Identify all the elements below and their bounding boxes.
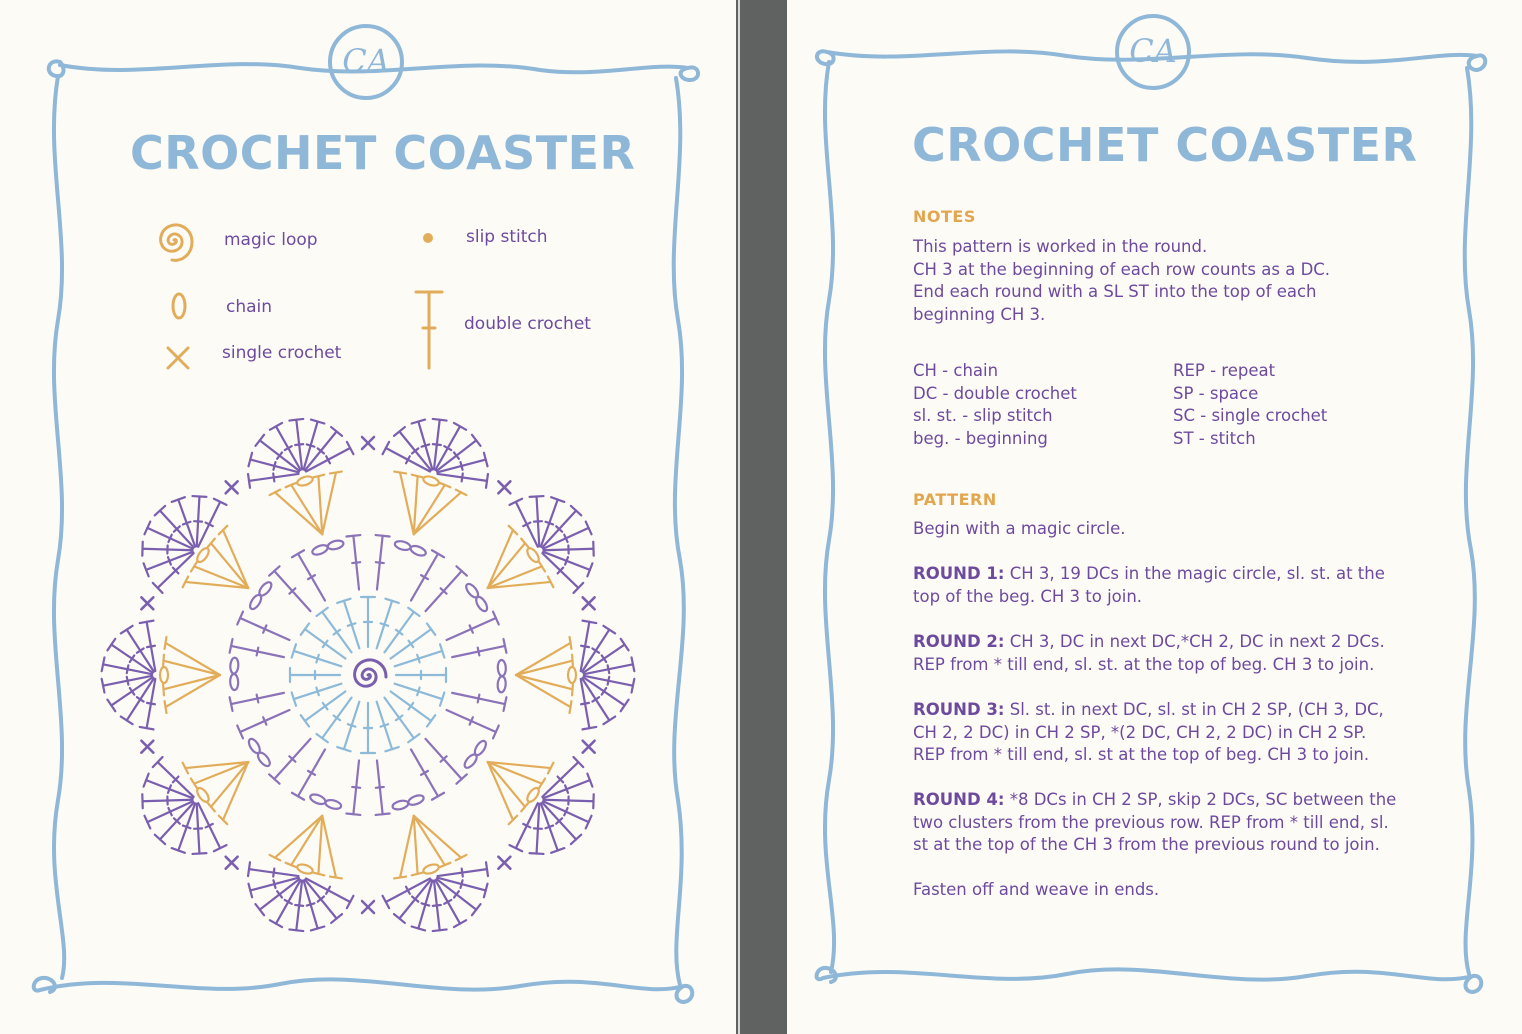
round1-stitch-bar bbox=[417, 688, 419, 696]
round4-stitch-bar bbox=[295, 905, 303, 906]
abbreviation-item: CH - chain bbox=[913, 361, 999, 380]
round4-stitch-bar bbox=[581, 646, 589, 647]
round4-stitch-top bbox=[603, 626, 615, 634]
round1-stitch-top bbox=[316, 608, 327, 616]
round3-chain bbox=[296, 863, 314, 876]
round4-stitch-bar bbox=[147, 646, 155, 647]
pattern-intro: Begin with a magic circle. bbox=[913, 519, 1126, 538]
round3-chain bbox=[525, 786, 541, 804]
round3-stitch-top bbox=[163, 655, 164, 667]
round1-stitch-bar bbox=[316, 688, 318, 696]
round2-chain bbox=[497, 660, 506, 676]
round3-stitch-top bbox=[163, 683, 164, 695]
round-text: *8 DCs in CH 2 SP, skip 2 DCs, SC between the two clusters from the previous row. REP from * till end, sl. st at the top of the CH 3 from the previous round to join. bbox=[913, 790, 1397, 854]
round4-stitch-top bbox=[454, 920, 466, 927]
round3-stitch-top bbox=[572, 683, 573, 695]
round4-single-crochet bbox=[362, 901, 374, 913]
round4-stitch-bar bbox=[608, 665, 610, 673]
round4-stitch-top bbox=[433, 929, 447, 931]
round4-stitch-bar bbox=[168, 557, 171, 564]
round4-stitch-bar bbox=[273, 869, 274, 877]
round4-stitch-top bbox=[248, 862, 250, 876]
round3-stitch bbox=[516, 675, 570, 707]
round4-stitch-top bbox=[582, 621, 596, 623]
round3-stitch bbox=[516, 675, 573, 689]
round3-stitch-top bbox=[509, 816, 517, 824]
round1-stitch-bar bbox=[417, 655, 419, 663]
round4-stitch-top bbox=[107, 700, 115, 712]
round2-stitch-bar bbox=[352, 562, 360, 563]
abbreviation-item: DC - double crochet bbox=[913, 383, 1077, 403]
round3-chain bbox=[195, 786, 211, 804]
round3-stitch-top bbox=[570, 701, 572, 713]
round3-stitch bbox=[400, 473, 414, 535]
round2-chain bbox=[474, 595, 489, 613]
round2-stitch-bar bbox=[470, 717, 473, 724]
round4-stitch-top bbox=[102, 657, 105, 671]
round4-stitch-bar bbox=[461, 880, 463, 888]
round2-stitch-top bbox=[230, 639, 233, 653]
abbreviation-item: beg. - beginning bbox=[913, 429, 1048, 449]
round4-stitch-bar bbox=[461, 462, 463, 470]
round4-stitch-bar bbox=[608, 677, 610, 685]
round4-stitch-bar bbox=[183, 522, 191, 525]
round4-stitch-bar bbox=[565, 557, 568, 564]
round3-stitch-top bbox=[165, 637, 167, 649]
round2-stitch-bar bbox=[470, 625, 473, 632]
round-label: ROUND 4: bbox=[913, 790, 1005, 809]
round4-stitch-bar bbox=[564, 535, 567, 542]
abbreviation-item: ST - stitch bbox=[1173, 429, 1256, 449]
round4-single-crochet bbox=[583, 597, 595, 609]
round4-single-crochet bbox=[226, 857, 238, 869]
round4-stitch-top bbox=[192, 853, 206, 854]
round4-stitch-top bbox=[121, 626, 133, 634]
round3-stitch bbox=[166, 675, 220, 707]
round3-chain bbox=[568, 667, 576, 683]
round3-stitch bbox=[322, 473, 336, 535]
round4-stitch-top bbox=[454, 423, 466, 430]
round4-stitch-top bbox=[621, 639, 629, 651]
round4-stitch-bar bbox=[307, 903, 315, 905]
round4-stitch-top bbox=[192, 496, 206, 497]
round3-chain bbox=[160, 667, 168, 683]
magic-loop-center bbox=[355, 660, 386, 686]
round4-stitch-top bbox=[486, 862, 488, 876]
round4-stitch-bar bbox=[564, 808, 567, 815]
round4-stitch-top bbox=[255, 904, 264, 915]
round2-chain bbox=[247, 737, 262, 755]
round2-stitch-top bbox=[432, 550, 444, 557]
pattern-heading: PATTERN bbox=[913, 490, 997, 509]
round4-single-crochet bbox=[498, 857, 510, 869]
round4-stitch-top bbox=[530, 853, 544, 854]
abbreviation-list bbox=[913, 360, 1077, 451]
round2-stitch-bar bbox=[352, 787, 360, 788]
round2-stitch-bar bbox=[257, 695, 259, 703]
round3-stitch bbox=[414, 816, 418, 874]
round2-chain bbox=[311, 543, 329, 556]
round4-stitch-bar bbox=[422, 444, 430, 446]
round4-stitch-top bbox=[433, 419, 447, 421]
round4-stitch-bar bbox=[546, 522, 554, 525]
round4-stitch-bar bbox=[168, 785, 171, 792]
round1-stitch-bar bbox=[348, 623, 356, 625]
round4-stitch-bar bbox=[433, 444, 441, 445]
round2-chain bbox=[327, 539, 344, 551]
round4-stitch-top bbox=[632, 657, 635, 671]
round4-stitch-top bbox=[270, 423, 282, 430]
round2-chain bbox=[230, 674, 239, 690]
round3-chain bbox=[525, 546, 541, 564]
logo-text: CA bbox=[342, 42, 390, 80]
round-text: CH 3, 19 DCs in the magic circle, sl. st. at the top of the beg. CH 3 to join. bbox=[913, 564, 1385, 606]
round4-stitch-top bbox=[270, 920, 282, 927]
round4-stitch-bar bbox=[183, 826, 191, 829]
round4-stitch-top bbox=[472, 904, 481, 915]
round4-stitch-bar bbox=[127, 677, 129, 685]
round2-chain bbox=[309, 793, 327, 806]
round4-stitch-bar bbox=[273, 462, 275, 470]
round3-stitch bbox=[163, 675, 220, 689]
round4-stitch-bar bbox=[565, 785, 568, 792]
round-instruction bbox=[913, 563, 1393, 608]
round-label: ROUND 3: bbox=[913, 700, 1005, 719]
round4-stitch-top bbox=[140, 621, 154, 623]
round4-stitch-bar bbox=[581, 703, 589, 704]
chain-icon bbox=[168, 290, 190, 322]
round4-single-crochet bbox=[141, 597, 153, 609]
round-text: CH 3, DC in next DC,*CH 2, DC in next 2 DCs. REP from * till end, sl. st. at the top of beg. CH 3 to join. bbox=[913, 632, 1385, 674]
legend-label: magic loop bbox=[224, 230, 318, 250]
round-instruction bbox=[913, 699, 1393, 767]
round4-stitch-top bbox=[530, 496, 544, 497]
round2-chain bbox=[407, 793, 425, 806]
logo-icon bbox=[1113, 12, 1193, 92]
round4-stitch-bar bbox=[422, 903, 430, 905]
round4-stitch-top bbox=[603, 717, 615, 725]
round4-stitch-top bbox=[472, 435, 481, 446]
round2-stitch-top bbox=[230, 697, 233, 711]
round3-stitch bbox=[163, 661, 220, 675]
round2-stitch-top bbox=[432, 793, 444, 800]
round4-single-crochet bbox=[498, 481, 510, 493]
round3-stitch bbox=[318, 476, 322, 534]
round1-stitch-bar bbox=[381, 724, 389, 726]
round4-stitch-top bbox=[486, 474, 488, 488]
round4-stitch-bar bbox=[462, 869, 463, 877]
round2-stitch-bar bbox=[376, 562, 384, 563]
round1-stitch-top bbox=[316, 734, 327, 742]
round-label: ROUND 1: bbox=[913, 564, 1005, 583]
page-divider bbox=[738, 0, 740, 1034]
round3-stitch bbox=[166, 643, 220, 675]
round4-stitch-bar bbox=[273, 473, 274, 481]
round4-stitch-top bbox=[121, 717, 133, 725]
round3-chain bbox=[422, 475, 440, 488]
round1-stitch-bar bbox=[348, 724, 356, 726]
round3-stitch-top bbox=[412, 475, 424, 478]
magic-loop-icon bbox=[146, 212, 202, 268]
round4-stitch-bar bbox=[168, 808, 171, 815]
round2-chain bbox=[392, 799, 409, 811]
round-text: Sl. st. in next DC, sl. st in CH 2 SP, (CH 3, DC, CH 2, 2 DC) in CH 2 SP, *(2 DC, CH 2, 2 DC) in CH 2 SP. REP from * till end, sl. st at the top of beg. CH 3 to join. bbox=[913, 700, 1384, 764]
round2-stitch-top bbox=[503, 639, 506, 653]
round3-stitch bbox=[322, 816, 336, 878]
round3-chain bbox=[422, 863, 440, 876]
round4-single-crochet bbox=[141, 741, 153, 753]
closing-instruction: Fasten off and weave in ends. bbox=[913, 880, 1160, 899]
round3-stitch-top bbox=[330, 472, 342, 474]
round4-stitch-top bbox=[582, 727, 596, 729]
round2-stitch-bar bbox=[263, 625, 266, 632]
round2-stitch-top bbox=[503, 697, 506, 711]
abbreviation-item: REP - repeat bbox=[1173, 361, 1276, 380]
round4-stitch-top bbox=[107, 639, 115, 651]
round3-stitch-top bbox=[165, 701, 167, 713]
note-line: CH 3 at the beginning of each row counts as a DC. bbox=[913, 259, 1331, 279]
pattern-page bbox=[787, 0, 1522, 1034]
logo-icon bbox=[326, 22, 406, 102]
round2-stitch-bar bbox=[257, 648, 259, 656]
round1-stitch-top bbox=[427, 623, 435, 634]
round3-stitch-top bbox=[412, 872, 424, 875]
abbreviation-item: sl. st. - slip stitch bbox=[913, 406, 1053, 426]
single-crochet-icon bbox=[164, 344, 192, 372]
round3-stitch-top bbox=[570, 637, 572, 649]
round1-stitch-top bbox=[408, 608, 419, 616]
round4-stitch-bar bbox=[307, 444, 315, 446]
round4-stitch-bar bbox=[295, 444, 303, 445]
round3-chain bbox=[195, 546, 211, 564]
round4-stitch-top bbox=[289, 929, 303, 931]
round3-stitch-top bbox=[313, 872, 325, 875]
notes-text bbox=[913, 236, 1343, 326]
round1-stitch-top bbox=[408, 734, 419, 742]
round2-stitch-bar bbox=[478, 648, 480, 656]
round3-stitch bbox=[516, 643, 570, 675]
round3-stitch bbox=[414, 476, 418, 534]
round4-stitch-bar bbox=[273, 880, 275, 888]
slip-stitch-icon bbox=[420, 230, 436, 246]
round1-stitch-top bbox=[301, 715, 309, 726]
round4-stitch-bar bbox=[462, 473, 463, 481]
round4-stitch-top bbox=[140, 727, 154, 729]
legend-label: chain bbox=[226, 297, 273, 317]
round3-stitch bbox=[516, 661, 573, 675]
round1-stitch-top bbox=[427, 715, 435, 726]
round4-stitch-top bbox=[255, 435, 264, 446]
legend-label: single crochet bbox=[222, 343, 342, 363]
round2-chain bbox=[497, 676, 506, 693]
round2-stitch-top bbox=[292, 793, 304, 800]
round4-stitch-bar bbox=[127, 665, 129, 673]
logo-text: CA bbox=[1129, 32, 1177, 70]
round2-stitch-bar bbox=[376, 787, 384, 788]
round4-single-crochet bbox=[583, 741, 595, 753]
round2-stitch-bar bbox=[263, 717, 266, 724]
round1-stitch-top bbox=[301, 623, 309, 634]
round4-single-crochet bbox=[362, 437, 374, 449]
abbreviation-item: SC - single crochet bbox=[1173, 406, 1328, 426]
round3-stitch bbox=[400, 816, 414, 878]
round4-stitch-bar bbox=[433, 905, 441, 906]
abbreviation-list bbox=[1173, 360, 1327, 451]
round3-chain bbox=[296, 475, 314, 488]
round4-stitch-top bbox=[632, 679, 635, 693]
round4-stitch-bar bbox=[147, 703, 155, 704]
round3-stitch-top bbox=[219, 526, 227, 534]
round3-stitch-top bbox=[394, 877, 406, 879]
round2-stitch-top bbox=[346, 535, 360, 536]
double-crochet-icon bbox=[412, 288, 446, 372]
round3-stitch-top bbox=[572, 655, 573, 667]
round4-stitch-top bbox=[289, 419, 303, 421]
round3-stitch bbox=[318, 816, 322, 874]
note-line: End each round with a SL ST into the top of each beginning CH 3. bbox=[913, 282, 1317, 324]
round2-stitch-top bbox=[376, 814, 390, 815]
legend-label: double crochet bbox=[464, 314, 591, 334]
round3-stitch-top bbox=[394, 472, 406, 474]
round1-stitch-bar bbox=[316, 655, 318, 663]
note-line: This pattern is worked in the round. bbox=[913, 237, 1208, 256]
notes-heading: NOTES bbox=[913, 207, 976, 226]
round2-stitch-top bbox=[346, 814, 360, 815]
round3-stitch-top bbox=[219, 816, 227, 824]
round3-stitch-top bbox=[509, 526, 517, 534]
round2-chain bbox=[409, 544, 427, 557]
round2-chain bbox=[325, 798, 343, 810]
abbreviation-item: SP - space bbox=[1173, 383, 1259, 403]
round4-single-crochet bbox=[226, 481, 238, 493]
round2-chain bbox=[462, 752, 478, 769]
round2-stitch-top bbox=[376, 535, 390, 536]
legend-label: slip stitch bbox=[466, 227, 548, 247]
round2-chain bbox=[257, 580, 273, 597]
round4-stitch-top bbox=[621, 700, 629, 712]
round4-stitch-bar bbox=[168, 535, 171, 542]
round4-stitch-bar bbox=[546, 826, 554, 829]
round1-stitch-bar bbox=[381, 623, 389, 625]
round2-stitch-top bbox=[292, 550, 304, 557]
round-label: ROUND 2: bbox=[913, 632, 1005, 651]
round4-stitch-top bbox=[248, 474, 250, 488]
crochet-chart-diagram bbox=[88, 400, 648, 950]
round4-stitch-top bbox=[102, 679, 105, 693]
round2-chain bbox=[394, 540, 412, 552]
round-instruction bbox=[913, 789, 1403, 857]
page-title: CROCHET COASTER bbox=[912, 118, 1418, 172]
round-instruction bbox=[913, 631, 1393, 676]
chart-page bbox=[0, 0, 736, 1034]
page-title: CROCHET COASTER bbox=[130, 126, 636, 180]
round2-stitch-bar bbox=[478, 695, 480, 703]
round2-chain bbox=[230, 657, 239, 674]
round3-stitch-top bbox=[330, 877, 342, 879]
round3-stitch-top bbox=[313, 475, 325, 478]
